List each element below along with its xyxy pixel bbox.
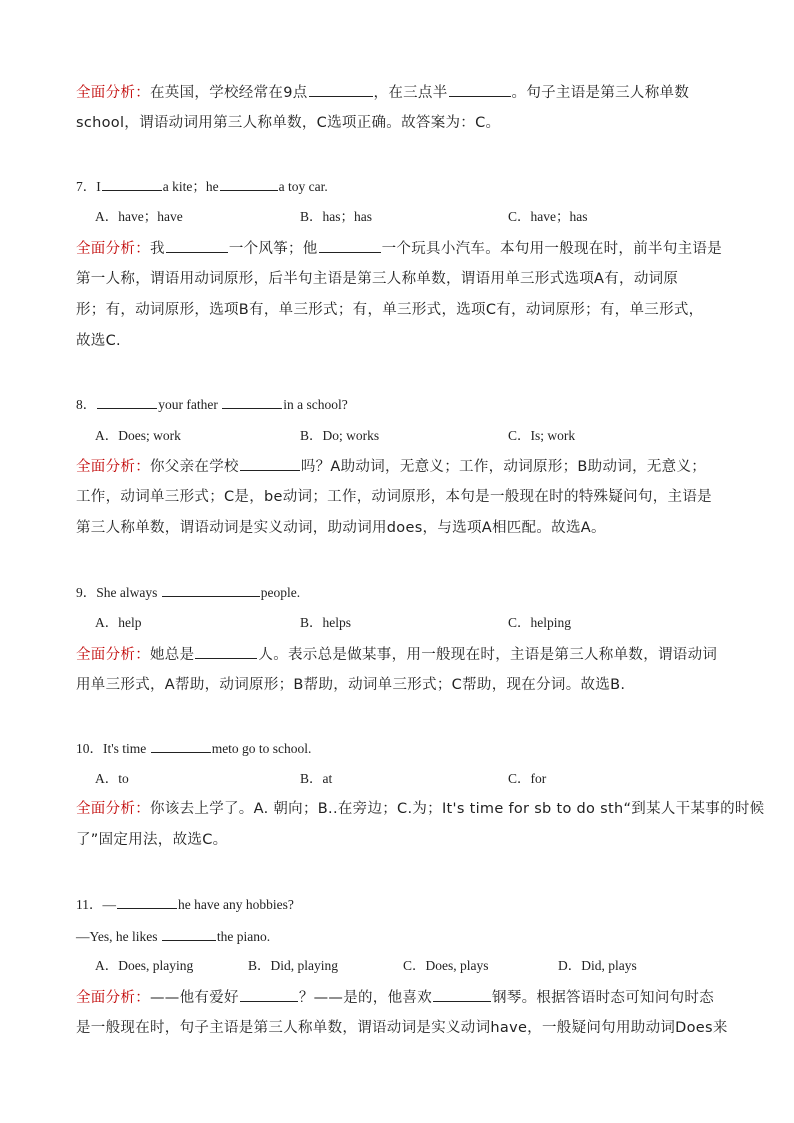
answer-blank — [222, 395, 282, 409]
question-8-option-a: A．Does; work — [95, 428, 181, 443]
analysis-7-line-1: 全面分析：我 一个风筝；他 一个玩具小汽车。本句用一般现在时，前半句主语是 — [76, 241, 723, 257]
answer-blank — [240, 457, 300, 471]
question-8-option-c: C．Is; work — [508, 428, 576, 443]
question-10-stem: 10．It's time meto go to school. — [76, 741, 312, 756]
question-11-option-c: C．Does, plays — [403, 958, 489, 973]
question-11-option-b: B．Did, playing — [248, 958, 338, 973]
analysis-11-line-2: 是一般现在时，句子主语是第三人称单数，谓语动词是实义动词have，一般疑问句用助动词Does来 — [76, 1020, 728, 1036]
answer-blank — [102, 177, 162, 191]
question-9-option-c: C．helping — [508, 615, 571, 630]
question-8-stem: 8． your father in a school? — [76, 397, 348, 412]
question-11-option-d: D．Did, plays — [558, 958, 637, 973]
answer-blank — [195, 645, 257, 659]
question-7-stem: 7．I a kite；he a toy car. — [76, 179, 328, 194]
answer-blank — [240, 988, 298, 1002]
question-10-option-c: C．for — [508, 771, 547, 786]
answer-blank — [162, 583, 260, 597]
answer-blank — [162, 927, 216, 941]
analysis-7-line-3: 形；有，动词原形，选项B有，单三形式；有，单三形式，选项C有，动词原形；有，单三形式， — [76, 302, 704, 318]
analysis-11-line-1: 全面分析：——他有爱好 ？——是的，他喜欢 钢琴。根据答语时态可知问句时态 — [76, 990, 715, 1006]
answer-blank — [449, 83, 511, 97]
analysis-label: 全面分析： — [76, 85, 150, 101]
answer-blank — [166, 239, 228, 253]
question-9-option-b: B．helps — [300, 615, 352, 630]
answer-blank — [97, 395, 157, 409]
analysis-8-line-1: 全面分析：你父亲在学校 吗？A助动词，无意义；工作，动词原形；B助动词，无意义； — [76, 459, 707, 475]
analysis-7-line-4: 故选C. — [76, 333, 121, 349]
analysis-9-line-2: 用单三形式，A帮助，动词原形；B帮助，动词单三形式；C帮助，现在分词。故选B. — [76, 677, 626, 693]
question-9-option-a: A．help — [95, 615, 142, 630]
analysis-10-line-1: 全面分析：你该去上学了。A. 朝向；B..在旁边；C.为；It's time for sb to do sth“到某人干某事的时候 — [76, 801, 765, 817]
analysis-6-line-1: 全面分析：在英国，学校经常在9点 ，在三点半 。句子主语是第三人称单数 — [76, 85, 690, 101]
question-11-stem-line-1: 11．— he have any hobbies? — [76, 897, 294, 912]
answer-blank — [433, 988, 491, 1002]
answer-blank — [220, 177, 278, 191]
analysis-6-line-2: school，谓语动词用第三人称单数，C选项正确。故答案为：C。 — [76, 115, 501, 131]
question-9-stem: 9．She always people. — [76, 585, 301, 600]
question-8-option-b: B．Do; works — [300, 428, 380, 443]
answer-blank — [319, 239, 381, 253]
analysis-7-line-2: 第一人称，谓语用动词原形，后半句主语是第三人称单数，谓语用单三形式选项A有，动词原 — [76, 271, 679, 287]
question-10-option-b: B．at — [300, 771, 333, 786]
answer-blank — [309, 83, 373, 97]
analysis-8-line-2: 工作，动词单三形式；C是，be动词；工作，动词原形，本句是一般现在时的特殊疑问句，主语是 — [76, 489, 712, 505]
answer-blank — [117, 895, 177, 909]
analysis-10-line-2: 了”固定用法，故选C。 — [76, 832, 228, 848]
question-7-option-a: A．have；have — [95, 209, 183, 224]
analysis-9-line-1: 全面分析：她总是 人。表示总是做某事，用一般现在时，主语是第三人称单数，谓语动词 — [76, 647, 718, 663]
answer-blank — [151, 739, 211, 753]
question-7-option-b: B．has；has — [300, 209, 372, 224]
question-10-option-a: A．to — [95, 771, 129, 786]
question-7-option-c: C．have；has — [508, 209, 588, 224]
analysis-8-line-3: 第三人称单数，谓语动词是实义动词，助动词用does，与选项A相匹配。故选A。 — [76, 520, 606, 536]
question-11-stem-line-2: —Yes, he likes the piano. — [76, 929, 271, 944]
question-11-option-a: A．Does, playing — [95, 958, 194, 973]
